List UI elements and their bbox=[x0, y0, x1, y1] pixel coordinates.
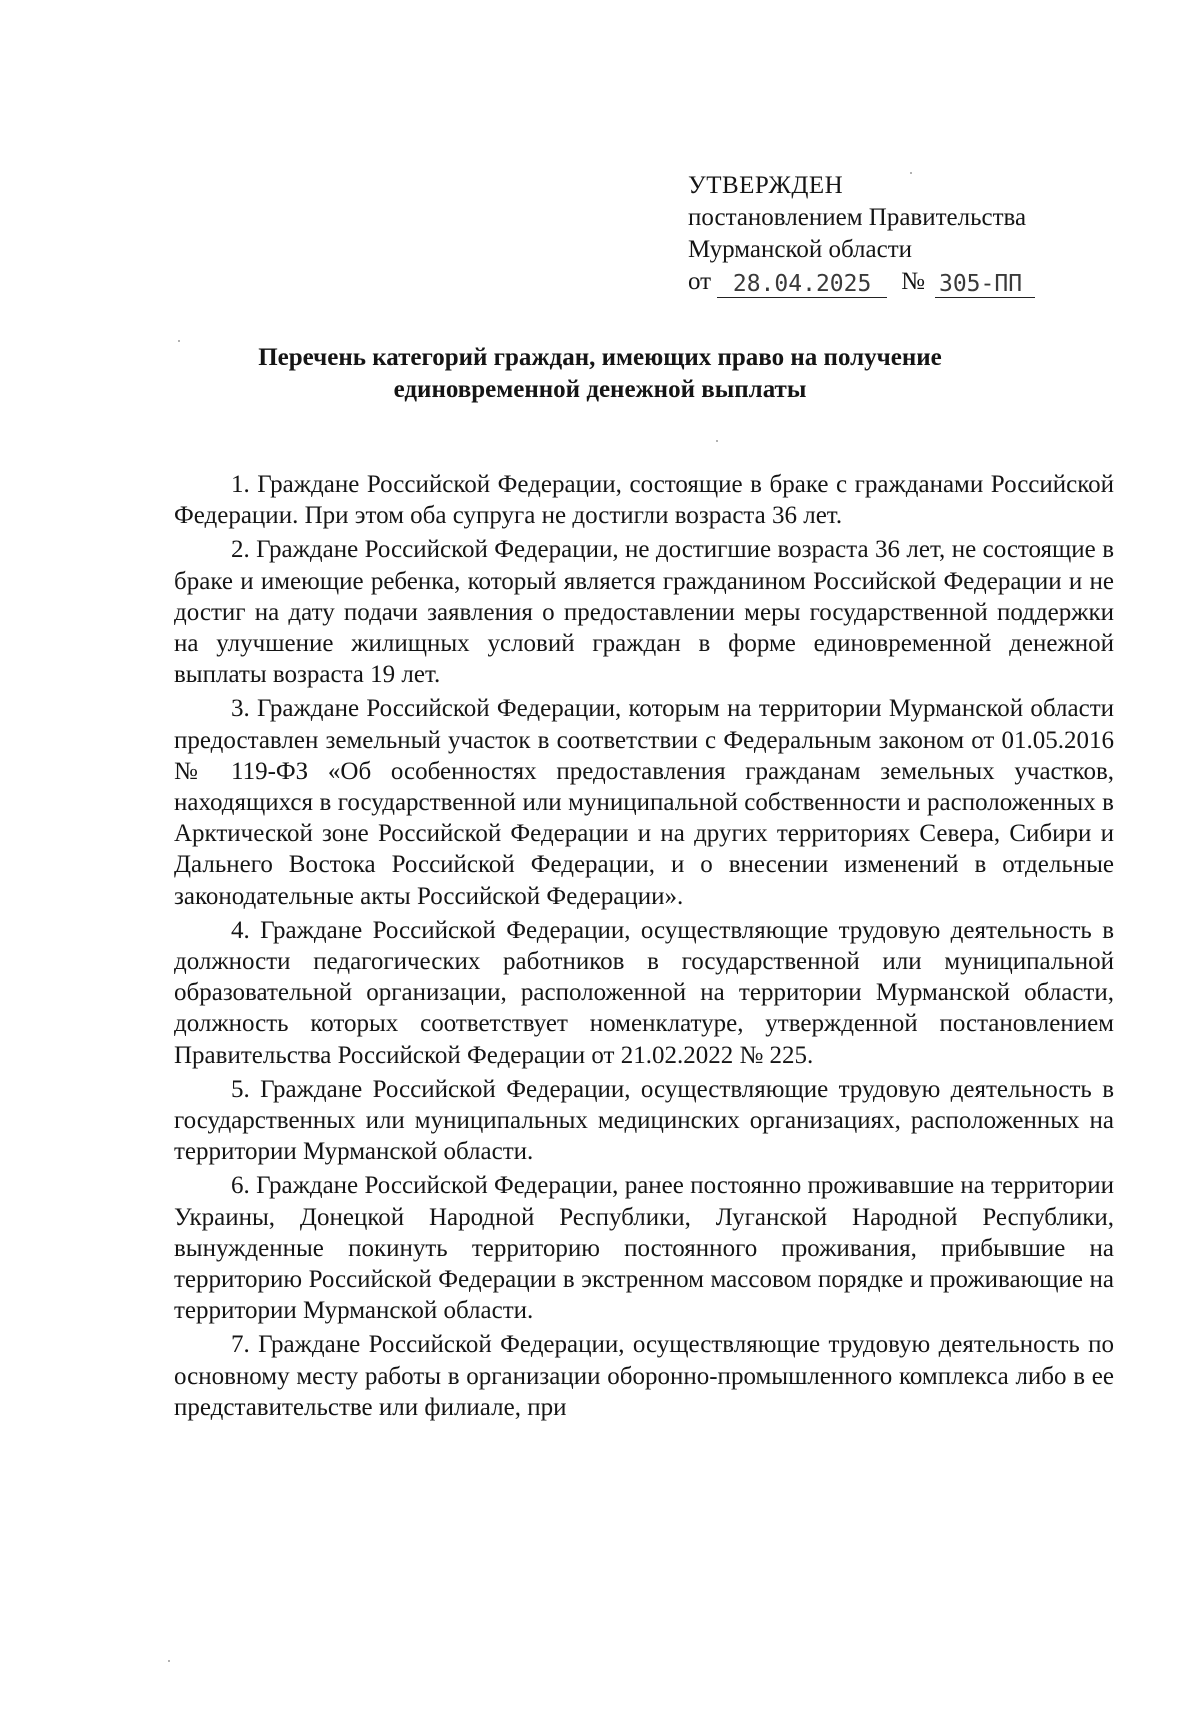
scan-speck bbox=[168, 1660, 170, 1662]
decree-number: 305-ПП bbox=[935, 271, 1035, 298]
list-item: 1. Граждане Российской Федерации, состоящие в браке с гражданами Российской Федерации. При этом оба супруга не достигли возраста 36 лет. bbox=[174, 471, 1114, 530]
approval-stamp bbox=[688, 170, 1088, 298]
scan-speck bbox=[178, 340, 180, 342]
approval-title: УТВЕРЖДЕН bbox=[688, 172, 844, 199]
heading-line-2: единовременной денежной выплаты bbox=[393, 376, 807, 403]
heading-line-1: Перечень категорий граждан, имеющих право на получение bbox=[258, 344, 942, 371]
document-heading bbox=[180, 342, 1020, 406]
list-item: 6. Граждане Российской Федерации, ранее постоянно проживавшие на территории Украины, Донецкой Народной Республики, Луганской Народной Республики, вынужденные покинуть территорию постоянного проживания, прибывшие на территорию Российской Федерации в экстренном массовом порядке и проживающие на территории Мурманской области. bbox=[174, 1172, 1114, 1325]
scan-speck bbox=[716, 440, 718, 442]
date-prefix: от bbox=[688, 268, 712, 295]
approval-line-1: постановлением Правительства bbox=[688, 204, 1027, 231]
decree-date: 28.04.2025 bbox=[717, 271, 887, 298]
list-item: 5. Граждане Российской Федерации, осуществляющие трудовую деятельность в государственных или муниципальных медицинских организациях, расположенных на территории Мурманской области. bbox=[174, 1075, 1114, 1166]
list-item: 4. Граждане Российской Федерации, осуществляющие трудовую деятельность в должности педагогических работников в государственной или муниципальной образовательной организации, расположенной на территории Мурманской области, должность которых соответствует номенклатуре, утвержденной постановлением Правительства Российской Федерации от 21.02.2022 № 225. bbox=[174, 916, 1114, 1069]
list-item: 2. Граждане Российской Федерации, не достигшие возраста 36 лет, не состоящие в браке и имеющие ребенка, который является гражданином Российской Федерации и не достиг на дату подачи заявления о предоставлении меры государственной поддержки на улучшение жилищных условий граждан в форме единовременной денежной выплаты возраста 19 лет. bbox=[174, 536, 1114, 689]
scan-speck bbox=[910, 172, 912, 174]
list-item: 7. Граждане Российской Федерации, осуществляющие трудовую деятельность по основному месту работы в организации оборонно-промышленного комплекса либо в ее представительстве или филиале, при bbox=[174, 1331, 1114, 1421]
approval-date-line bbox=[688, 266, 1088, 298]
approval-line-2: Мурманской области bbox=[688, 236, 913, 263]
number-prefix: № bbox=[901, 268, 925, 295]
list-item: 3. Граждане Российской Федерации, которым на территории Мурманской области предоставлен земельный участок в соответствии с Федеральным законом от 01.05.2016 № 119-ФЗ «Об особенностях предоставления гражданам земельных участков, находящихся в государственной или муниципальной собственности и расположенных в Арктической зоне Российской Федерации и на других территориях Севера, Сибири и Дальнего Востока Российской Федерации, и о внесении изменений в отдельные законодательные акты Российской Федерации». bbox=[174, 695, 1114, 910]
document-body bbox=[174, 469, 1114, 1426]
